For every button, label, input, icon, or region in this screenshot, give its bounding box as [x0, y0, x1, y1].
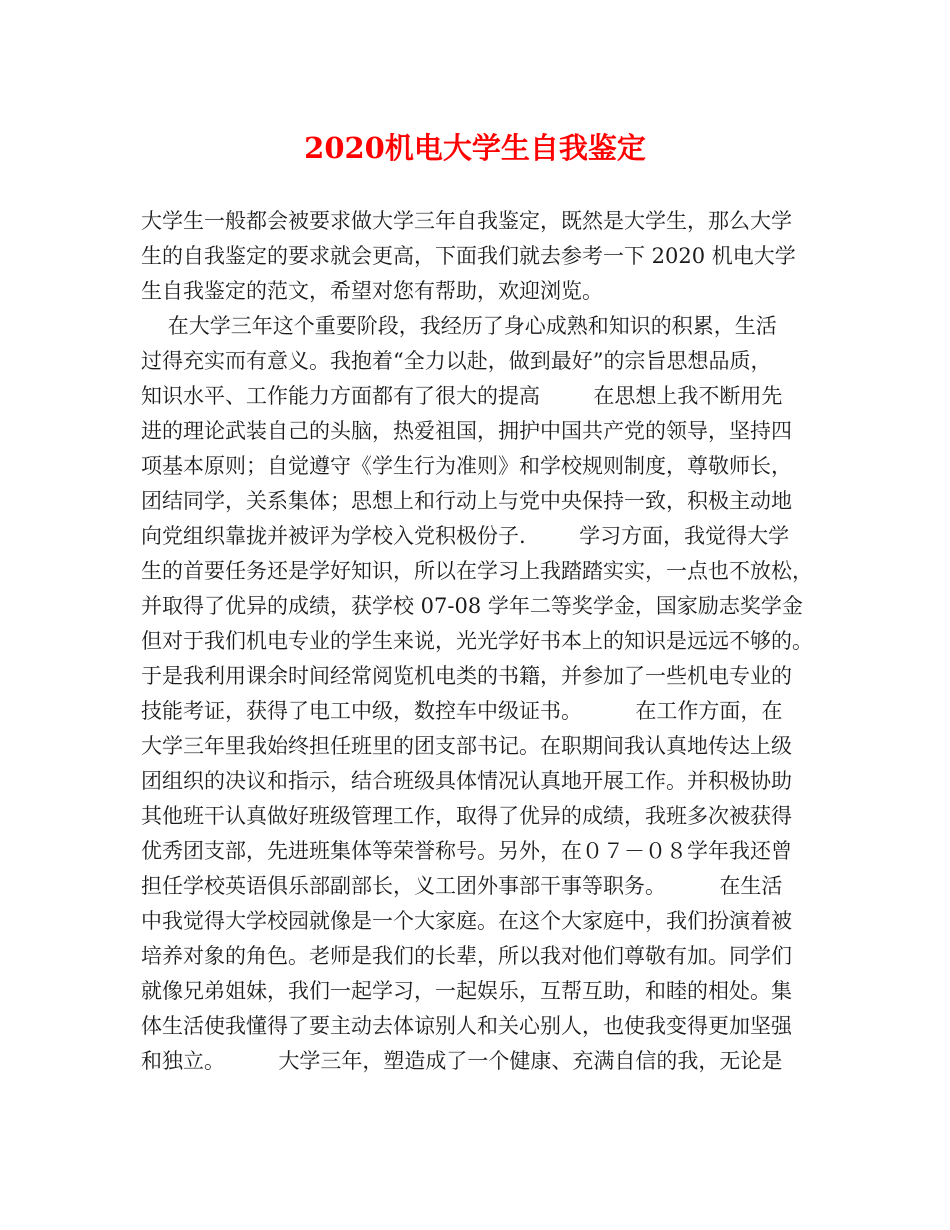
text-line: 和独立。 大学三年，塑造成了一个健康、充满自信的我，无论是 — [141, 1049, 783, 1073]
text-line: 中我觉得大学校园就像是一个大家庭。在这个大家庭中，我们扮演着被 — [141, 909, 792, 933]
text-line: 生的自我鉴定的要求就会更高，下面我们就去参考一下 2020 机电大学 — [141, 244, 796, 268]
text-line: 于是我利用课余时间经常阅览机电类的书籍，并参加了一些机电专业的 — [141, 664, 792, 688]
text-line: 培养对象的角色。老师是我们的长辈，所以我对他们尊敬有加。同学们 — [141, 944, 792, 968]
text-line: 体生活使我懂得了要主动去体谅别人和关心别人，也使我变得更加坚强 — [141, 1014, 792, 1038]
text-line: 过得充实而有意义。我抱着“全力以赴，做到最好”的宗旨思想品质， — [141, 349, 772, 373]
text-line: 项基本原则；自觉遵守《学生行为准则》和学校规则制度，尊敬师长， — [141, 454, 792, 478]
text-line: 并取得了优异的成绩，获学校 07-08 学年二等奖学金，国家励志奖学金 — [141, 594, 803, 618]
text-line: 但对于我们机电专业的学生来说，光光学好书本上的知识是远远不够的。 — [141, 629, 813, 653]
text-line: 团结同学，关系集体；思想上和行动上与党中央保持一致，积极主动地 — [141, 489, 792, 513]
text-line: 其他班干认真做好班级管理工作，取得了优异的成绩，我班多次被获得 — [141, 804, 792, 828]
text-line: 向党组织靠拢并被评为学校入党积极份子. 学习方面，我觉得大学 — [141, 524, 790, 548]
text-line: 优秀团支部，先进班集体等荣誉称号。另外，在０７－０８学年我还曾 — [141, 839, 792, 863]
document-body — [141, 204, 841, 1079]
text-line: 生自我鉴定的范文，希望对您有帮助，欢迎浏览。 — [141, 279, 603, 303]
text-line: 技能考证，获得了电工中级，数控车中级证书。 在工作方面，在 — [141, 699, 783, 723]
text-line: 担任学校英语俱乐部副部长，义工团外事部干事等职务。 在生活 — [141, 874, 783, 898]
text-line: 大学三年里我始终担任班里的团支部书记。在职期间我认真地传达上级 — [141, 734, 792, 758]
text-line: 团组织的决议和指示，结合班级具体情况认真地开展工作。并积极协助 — [141, 769, 792, 793]
text-line: 知识水平、工作能力方面都有了很大的提高 在思想上我不断用先 — [141, 384, 783, 408]
text-line: 大学生一般都会被要求做大学三年自我鉴定，既然是大学生，那么大学 — [141, 209, 792, 233]
text-line: 在大学三年这个重要阶段，我经历了身心成熟和知识的积累，生活 — [141, 314, 777, 338]
text-line: 就像兄弟姐妹，我们一起学习，一起娱乐，互帮互助，和睦的相处。集 — [141, 979, 792, 1003]
document-title: 2020机电大学生自我鉴定 — [304, 131, 646, 165]
text-line: 生的首要任务还是学好知识，所以在学习上我踏踏实实，一点也不放松， — [141, 559, 813, 583]
text-line: 进的理论武装自己的头脑，热爱祖国，拥护中国共产党的领导，坚持四 — [141, 419, 792, 443]
